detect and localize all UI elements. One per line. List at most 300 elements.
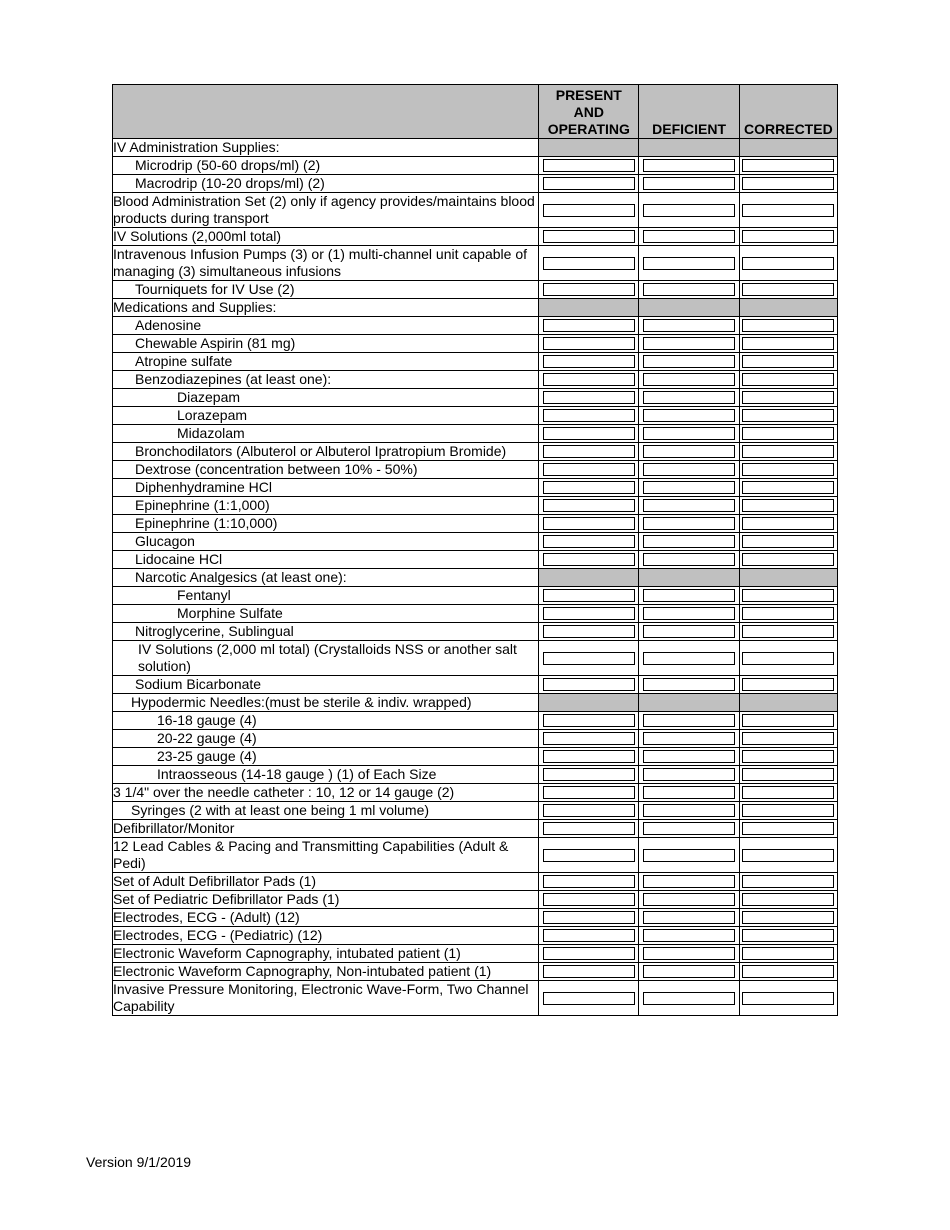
section-row <box>113 299 838 317</box>
corrected-checkbox[interactable] <box>742 965 834 978</box>
corrected-cell <box>739 335 837 353</box>
item-label: 20-22 gauge (4) <box>113 730 539 748</box>
section-row <box>113 694 838 712</box>
present-operating-cell <box>539 623 639 641</box>
corrected-checkbox[interactable] <box>742 159 834 172</box>
deficient-cell <box>639 371 739 389</box>
deficient-checkbox[interactable] <box>643 965 735 978</box>
present-operating-checkbox[interactable] <box>543 804 635 817</box>
corrected-checkbox[interactable] <box>742 499 834 512</box>
present-operating-checkbox[interactable] <box>543 391 635 404</box>
corrected-checkbox[interactable] <box>742 517 834 530</box>
item-label: Electrodes, ECG - (Pediatric) (12) <box>113 927 539 945</box>
corrected-checkbox[interactable] <box>742 786 834 799</box>
deficient-cell <box>639 425 739 443</box>
deficient-checkbox[interactable] <box>643 445 735 458</box>
corrected-cell <box>739 641 837 676</box>
present-operating-checkbox[interactable] <box>543 373 635 386</box>
present-operating-cell <box>539 371 639 389</box>
present-operating-cell <box>539 569 639 587</box>
deficient-cell <box>639 784 739 802</box>
present-operating-cell <box>539 317 639 335</box>
item-label: Nitroglycerine, Sublingual <box>113 623 539 641</box>
deficient-cell <box>639 730 739 748</box>
present-operating-checkbox[interactable] <box>543 822 635 835</box>
deficient-checkbox[interactable] <box>643 355 735 368</box>
corrected-checkbox[interactable] <box>742 678 834 691</box>
corrected-checkbox[interactable] <box>742 750 834 763</box>
present-operating-checkbox[interactable] <box>543 875 635 888</box>
corrected-checkbox[interactable] <box>742 373 834 386</box>
section-row <box>113 139 838 157</box>
deficient-cell <box>639 891 739 909</box>
corrected-cell <box>739 407 837 425</box>
corrected-cell <box>739 623 837 641</box>
present-operating-cell <box>539 605 639 623</box>
table-row <box>113 945 838 963</box>
deficient-checkbox[interactable] <box>643 750 735 763</box>
deficient-cell <box>639 353 739 371</box>
present-operating-checkbox[interactable] <box>543 589 635 602</box>
table-row <box>113 425 838 443</box>
table-row <box>113 497 838 515</box>
table-row <box>113 838 838 873</box>
present-operating-checkbox[interactable] <box>543 732 635 745</box>
present-operating-cell <box>539 193 639 228</box>
table-row <box>113 766 838 784</box>
table-row <box>113 587 838 605</box>
item-label: Lidocaine HCl <box>113 551 539 569</box>
corrected-cell <box>739 443 837 461</box>
present-operating-checkbox[interactable] <box>543 257 635 270</box>
present-operating-checkbox[interactable] <box>543 463 635 476</box>
corrected-checkbox[interactable] <box>742 535 834 548</box>
corrected-checkbox[interactable] <box>742 732 834 745</box>
section-label: Medications and Supplies: <box>113 299 539 317</box>
corrected-cell <box>739 909 837 927</box>
table-row <box>113 784 838 802</box>
corrected-checkbox[interactable] <box>742 822 834 835</box>
corrected-checkbox[interactable] <box>742 849 834 862</box>
corrected-checkbox[interactable] <box>742 947 834 960</box>
present-operating-checkbox[interactable] <box>543 607 635 620</box>
present-operating-checkbox[interactable] <box>543 409 635 422</box>
present-operating-cell <box>539 820 639 838</box>
present-operating-checkbox[interactable] <box>543 714 635 727</box>
deficient-cell <box>639 175 739 193</box>
corrected-checkbox[interactable] <box>742 204 834 217</box>
table-row <box>113 193 838 228</box>
present-operating-checkbox[interactable] <box>543 319 635 332</box>
table-row <box>113 281 838 299</box>
deficient-cell <box>639 281 739 299</box>
present-operating-checkbox[interactable] <box>543 849 635 862</box>
table-row <box>113 353 838 371</box>
corrected-cell <box>739 838 837 873</box>
table-row <box>113 389 838 407</box>
corrected-cell <box>739 228 837 246</box>
deficient-checkbox[interactable] <box>643 786 735 799</box>
deficient-checkbox[interactable] <box>643 535 735 548</box>
deficient-checkbox[interactable] <box>643 929 735 942</box>
present-operating-checkbox[interactable] <box>543 159 635 172</box>
corrected-checkbox[interactable] <box>742 177 834 190</box>
corrected-cell <box>739 497 837 515</box>
item-label: Morphine Sulfate <box>113 605 539 623</box>
present-operating-cell <box>539 299 639 317</box>
corrected-checkbox[interactable] <box>742 445 834 458</box>
item-label: Defibrillator/Monitor <box>113 820 539 838</box>
corrected-cell <box>739 730 837 748</box>
deficient-cell <box>639 551 739 569</box>
present-operating-checkbox[interactable] <box>543 750 635 763</box>
present-operating-checkbox[interactable] <box>543 517 635 530</box>
corrected-cell <box>739 281 837 299</box>
item-label: Electronic Waveform Capnography, Non-intubated patient (1) <box>113 963 539 981</box>
deficient-cell <box>639 407 739 425</box>
corrected-checkbox[interactable] <box>742 391 834 404</box>
deficient-checkbox[interactable] <box>643 230 735 243</box>
table-row <box>113 748 838 766</box>
present-operating-cell <box>539 551 639 569</box>
item-label: Electronic Waveform Capnography, intubated patient (1) <box>113 945 539 963</box>
present-operating-cell <box>539 945 639 963</box>
corrected-checkbox[interactable] <box>742 652 834 665</box>
item-label: Microdrip (50-60 drops/ml) (2) <box>113 157 539 175</box>
present-operating-cell <box>539 479 639 497</box>
present-operating-checkbox[interactable] <box>543 204 635 217</box>
deficient-checkbox[interactable] <box>643 732 735 745</box>
corrected-checkbox[interactable] <box>742 625 834 638</box>
corrected-checkbox[interactable] <box>742 553 834 566</box>
deficient-checkbox[interactable] <box>643 337 735 350</box>
present-operating-checkbox[interactable] <box>543 992 635 1005</box>
present-operating-checkbox[interactable] <box>543 678 635 691</box>
item-label: Intravenous Infusion Pumps (3) or (1) multi-channel unit capable of managing (3) simultaneous infusions <box>113 246 539 281</box>
deficient-cell <box>639 389 739 407</box>
table-row <box>113 623 838 641</box>
present-operating-checkbox[interactable] <box>543 947 635 960</box>
table-row <box>113 873 838 891</box>
corrected-checkbox[interactable] <box>742 230 834 243</box>
table-row <box>113 891 838 909</box>
item-label: 16-18 gauge (4) <box>113 712 539 730</box>
deficient-cell <box>639 963 739 981</box>
table-row <box>113 228 838 246</box>
corrected-cell <box>739 461 837 479</box>
item-column-header <box>113 85 539 139</box>
present-operating-checkbox[interactable] <box>543 177 635 190</box>
deficient-header: DEFICIENT <box>639 85 739 139</box>
table-row <box>113 551 838 569</box>
deficient-cell <box>639 317 739 335</box>
present-operating-cell <box>539 228 639 246</box>
deficient-checkbox[interactable] <box>643 517 735 530</box>
corrected-cell <box>739 802 837 820</box>
deficient-checkbox[interactable] <box>643 678 735 691</box>
version-label: Version 9/1/2019 <box>86 1154 192 1170</box>
deficient-checkbox[interactable] <box>643 875 735 888</box>
deficient-cell <box>639 802 739 820</box>
corrected-checkbox[interactable] <box>742 768 834 781</box>
item-label: Diazepam <box>113 389 539 407</box>
corrected-cell <box>739 389 837 407</box>
corrected-checkbox[interactable] <box>742 607 834 620</box>
deficient-checkbox[interactable] <box>643 893 735 906</box>
deficient-checkbox[interactable] <box>643 391 735 404</box>
deficient-checkbox[interactable] <box>643 947 735 960</box>
section-label: IV Administration Supplies: <box>113 139 539 157</box>
present-operating-cell <box>539 443 639 461</box>
deficient-checkbox[interactable] <box>643 714 735 727</box>
item-label: Adenosine <box>113 317 539 335</box>
deficient-cell <box>639 515 739 533</box>
table-row <box>113 371 838 389</box>
deficient-checkbox[interactable] <box>643 463 735 476</box>
item-label: Epinephrine (1:1,000) <box>113 497 539 515</box>
corrected-cell <box>739 766 837 784</box>
present-operating-checkbox[interactable] <box>543 445 635 458</box>
table-row <box>113 927 838 945</box>
corrected-checkbox[interactable] <box>742 992 834 1005</box>
corrected-cell <box>739 157 837 175</box>
corrected-checkbox[interactable] <box>742 929 834 942</box>
deficient-cell <box>639 569 739 587</box>
present-operating-checkbox[interactable] <box>543 652 635 665</box>
deficient-cell <box>639 641 739 676</box>
present-operating-checkbox[interactable] <box>543 911 635 924</box>
present-operating-cell <box>539 587 639 605</box>
item-label: Midazolam <box>113 425 539 443</box>
corrected-cell <box>739 784 837 802</box>
deficient-checkbox[interactable] <box>643 257 735 270</box>
item-label: Intraosseous (14-18 gauge ) (1) of Each Size <box>113 766 539 784</box>
corrected-checkbox[interactable] <box>742 283 834 296</box>
corrected-checkbox[interactable] <box>742 481 834 494</box>
deficient-cell <box>639 712 739 730</box>
deficient-cell <box>639 228 739 246</box>
deficient-cell <box>639 497 739 515</box>
present-operating-checkbox[interactable] <box>543 535 635 548</box>
deficient-cell <box>639 927 739 945</box>
corrected-checkbox[interactable] <box>742 714 834 727</box>
present-operating-checkbox[interactable] <box>543 768 635 781</box>
table-row <box>113 515 838 533</box>
item-label: Chewable Aspirin (81 mg) <box>113 335 539 353</box>
deficient-cell <box>639 299 739 317</box>
corrected-cell <box>739 676 837 694</box>
section-row <box>113 569 838 587</box>
corrected-cell <box>739 353 837 371</box>
present-operating-checkbox[interactable] <box>543 786 635 799</box>
deficient-checkbox[interactable] <box>643 319 735 332</box>
table-row <box>113 246 838 281</box>
present-operating-cell <box>539 389 639 407</box>
corrected-cell <box>739 551 837 569</box>
present-operating-checkbox[interactable] <box>543 283 635 296</box>
present-operating-checkbox[interactable] <box>543 355 635 368</box>
corrected-cell <box>739 963 837 981</box>
present-operating-cell <box>539 461 639 479</box>
present-operating-cell <box>539 533 639 551</box>
corrected-cell <box>739 299 837 317</box>
deficient-checkbox[interactable] <box>643 652 735 665</box>
corrected-cell <box>739 587 837 605</box>
deficient-checkbox[interactable] <box>643 768 735 781</box>
present-operating-cell <box>539 641 639 676</box>
item-label: Syringes (2 with at least one being 1 ml volume) <box>113 802 539 820</box>
table-row <box>113 461 838 479</box>
item-label: Set of Adult Defibrillator Pads (1) <box>113 873 539 891</box>
deficient-checkbox[interactable] <box>643 804 735 817</box>
table-row <box>113 909 838 927</box>
corrected-cell <box>739 820 837 838</box>
deficient-checkbox[interactable] <box>643 625 735 638</box>
present-operating-cell <box>539 730 639 748</box>
corrected-checkbox[interactable] <box>742 409 834 422</box>
deficient-checkbox[interactable] <box>643 373 735 386</box>
table-row <box>113 317 838 335</box>
deficient-checkbox[interactable] <box>643 427 735 440</box>
item-label: IV Solutions (2,000 ml total) (Crystalloids NSS or another salt solution) <box>113 641 539 676</box>
item-label: Macrodrip (10-20 drops/ml) (2) <box>113 175 539 193</box>
item-label: Benzodiazepines (at least one): <box>113 371 539 389</box>
present-operating-checkbox[interactable] <box>543 481 635 494</box>
table-row <box>113 963 838 981</box>
present-operating-cell <box>539 927 639 945</box>
present-operating-cell <box>539 838 639 873</box>
table-row <box>113 443 838 461</box>
deficient-checkbox[interactable] <box>643 499 735 512</box>
present-operating-checkbox[interactable] <box>543 553 635 566</box>
header-row <box>113 85 838 139</box>
corrected-checkbox[interactable] <box>742 893 834 906</box>
deficient-cell <box>639 838 739 873</box>
present-operating-cell <box>539 694 639 712</box>
present-operating-cell <box>539 748 639 766</box>
present-operating-cell <box>539 335 639 353</box>
deficient-cell <box>639 873 739 891</box>
section-label: Narcotic Analgesics (at least one): <box>113 569 539 587</box>
item-label: Epinephrine (1:10,000) <box>113 515 539 533</box>
deficient-checkbox[interactable] <box>643 849 735 862</box>
present-operating-checkbox[interactable] <box>543 427 635 440</box>
corrected-checkbox[interactable] <box>742 427 834 440</box>
deficient-cell <box>639 139 739 157</box>
present-operating-checkbox[interactable] <box>543 499 635 512</box>
deficient-checkbox[interactable] <box>643 409 735 422</box>
corrected-cell <box>739 533 837 551</box>
deficient-cell <box>639 909 739 927</box>
deficient-cell <box>639 193 739 228</box>
corrected-checkbox[interactable] <box>742 337 834 350</box>
deficient-checkbox[interactable] <box>643 481 735 494</box>
corrected-cell <box>739 605 837 623</box>
table-row <box>113 712 838 730</box>
deficient-checkbox[interactable] <box>643 553 735 566</box>
present-operating-cell <box>539 246 639 281</box>
deficient-checkbox[interactable] <box>643 159 735 172</box>
table-row <box>113 157 838 175</box>
item-label: 12 Lead Cables & Pacing and Transmitting Capabilities (Adult & Pedi) <box>113 838 539 873</box>
item-label: Dextrose (concentration between 10% - 50%) <box>113 461 539 479</box>
table-row <box>113 407 838 425</box>
present-operating-cell <box>539 784 639 802</box>
present-operating-cell <box>539 175 639 193</box>
corrected-checkbox[interactable] <box>742 463 834 476</box>
present-operating-checkbox[interactable] <box>543 625 635 638</box>
present-operating-checkbox[interactable] <box>543 893 635 906</box>
corrected-cell <box>739 891 837 909</box>
corrected-cell <box>739 945 837 963</box>
corrected-cell <box>739 981 837 1016</box>
item-label: IV Solutions (2,000ml total) <box>113 228 539 246</box>
table-row <box>113 730 838 748</box>
corrected-cell <box>739 569 837 587</box>
present-operating-checkbox[interactable] <box>543 230 635 243</box>
table-row <box>113 676 838 694</box>
present-operating-checkbox[interactable] <box>543 929 635 942</box>
corrected-cell <box>739 927 837 945</box>
corrected-checkbox[interactable] <box>742 911 834 924</box>
corrected-cell <box>739 246 837 281</box>
present-operating-checkbox[interactable] <box>543 337 635 350</box>
deficient-cell <box>639 605 739 623</box>
corrected-checkbox[interactable] <box>742 355 834 368</box>
table-row <box>113 802 838 820</box>
corrected-cell <box>739 694 837 712</box>
present-operating-cell <box>539 802 639 820</box>
deficient-checkbox[interactable] <box>643 992 735 1005</box>
deficient-checkbox[interactable] <box>643 607 735 620</box>
item-label: Blood Administration Set (2) only if agency provides/maintains blood products during transport <box>113 193 539 228</box>
present-operating-header: PRESENT AND OPERATING <box>539 85 639 139</box>
item-label: Set of Pediatric Defibrillator Pads (1) <box>113 891 539 909</box>
deficient-checkbox[interactable] <box>643 283 735 296</box>
deficient-checkbox[interactable] <box>643 204 735 217</box>
present-operating-cell <box>539 766 639 784</box>
corrected-cell <box>739 139 837 157</box>
present-operating-cell <box>539 891 639 909</box>
present-operating-cell <box>539 281 639 299</box>
deficient-cell <box>639 820 739 838</box>
deficient-cell <box>639 981 739 1016</box>
item-label: Diphenhydramine HCl <box>113 479 539 497</box>
table-row <box>113 605 838 623</box>
table-row <box>113 981 838 1016</box>
deficient-checkbox[interactable] <box>643 589 735 602</box>
deficient-cell <box>639 623 739 641</box>
deficient-cell <box>639 694 739 712</box>
corrected-checkbox[interactable] <box>742 319 834 332</box>
item-label: Bronchodilators (Albuterol or Albuterol Ipratropium Bromide) <box>113 443 539 461</box>
corrected-checkbox[interactable] <box>742 257 834 270</box>
corrected-header: CORRECTED <box>739 85 837 139</box>
item-label: Tourniquets for IV Use (2) <box>113 281 539 299</box>
table-row <box>113 820 838 838</box>
corrected-checkbox[interactable] <box>742 589 834 602</box>
corrected-checkbox[interactable] <box>742 804 834 817</box>
deficient-cell <box>639 443 739 461</box>
equipment-checklist-table <box>112 84 838 1016</box>
deficient-checkbox[interactable] <box>643 911 735 924</box>
deficient-checkbox[interactable] <box>643 177 735 190</box>
corrected-checkbox[interactable] <box>742 875 834 888</box>
deficient-cell <box>639 587 739 605</box>
deficient-checkbox[interactable] <box>643 822 735 835</box>
present-operating-checkbox[interactable] <box>543 965 635 978</box>
present-operating-cell <box>539 712 639 730</box>
